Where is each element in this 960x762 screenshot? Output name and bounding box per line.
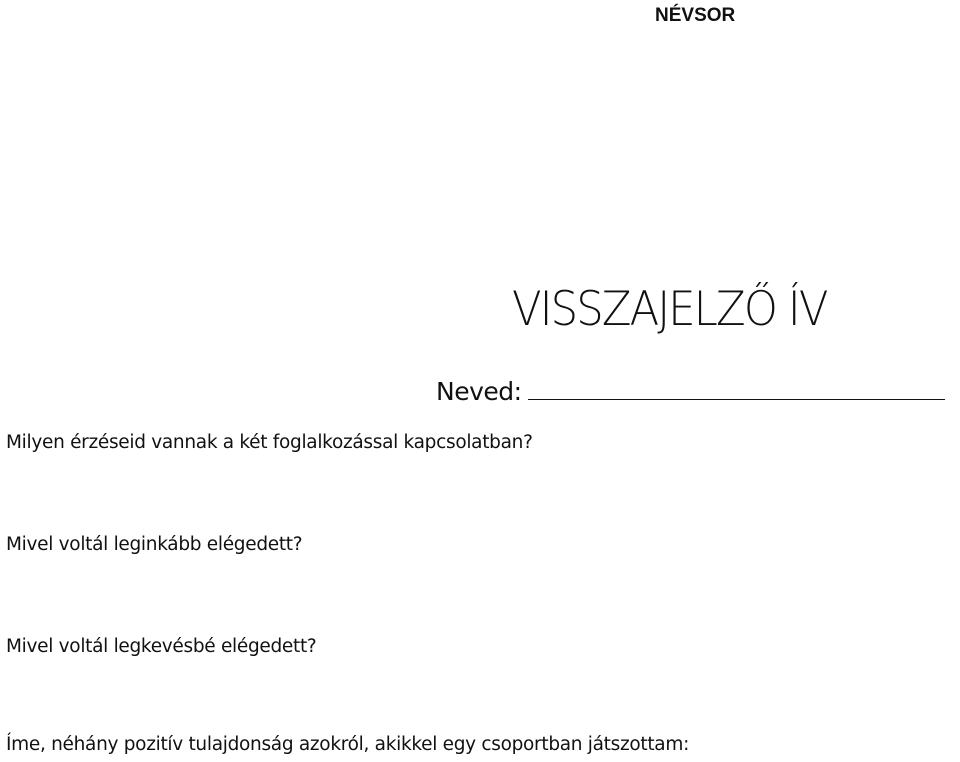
name-label: Neved: — [436, 377, 522, 406]
question-feelings: Milyen érzéseid vannak a két foglalkozással kapcsolatban? — [6, 432, 533, 453]
question-most-satisfied: Mivel voltál leginkább elégedett? — [6, 534, 303, 555]
closing-prompt: Íme, néhány pozitív tulajdonság azokról, akikkel egy csoportban játszottam: — [6, 734, 690, 755]
form-title: VISSZAJELZŐ ÍV — [512, 282, 827, 337]
name-input-line[interactable] — [528, 373, 945, 400]
header-label: NÉVSOR — [655, 5, 736, 26]
name-row — [436, 373, 945, 406]
question-least-satisfied: Mivel voltál legkevésbé elégedett? — [6, 636, 317, 657]
